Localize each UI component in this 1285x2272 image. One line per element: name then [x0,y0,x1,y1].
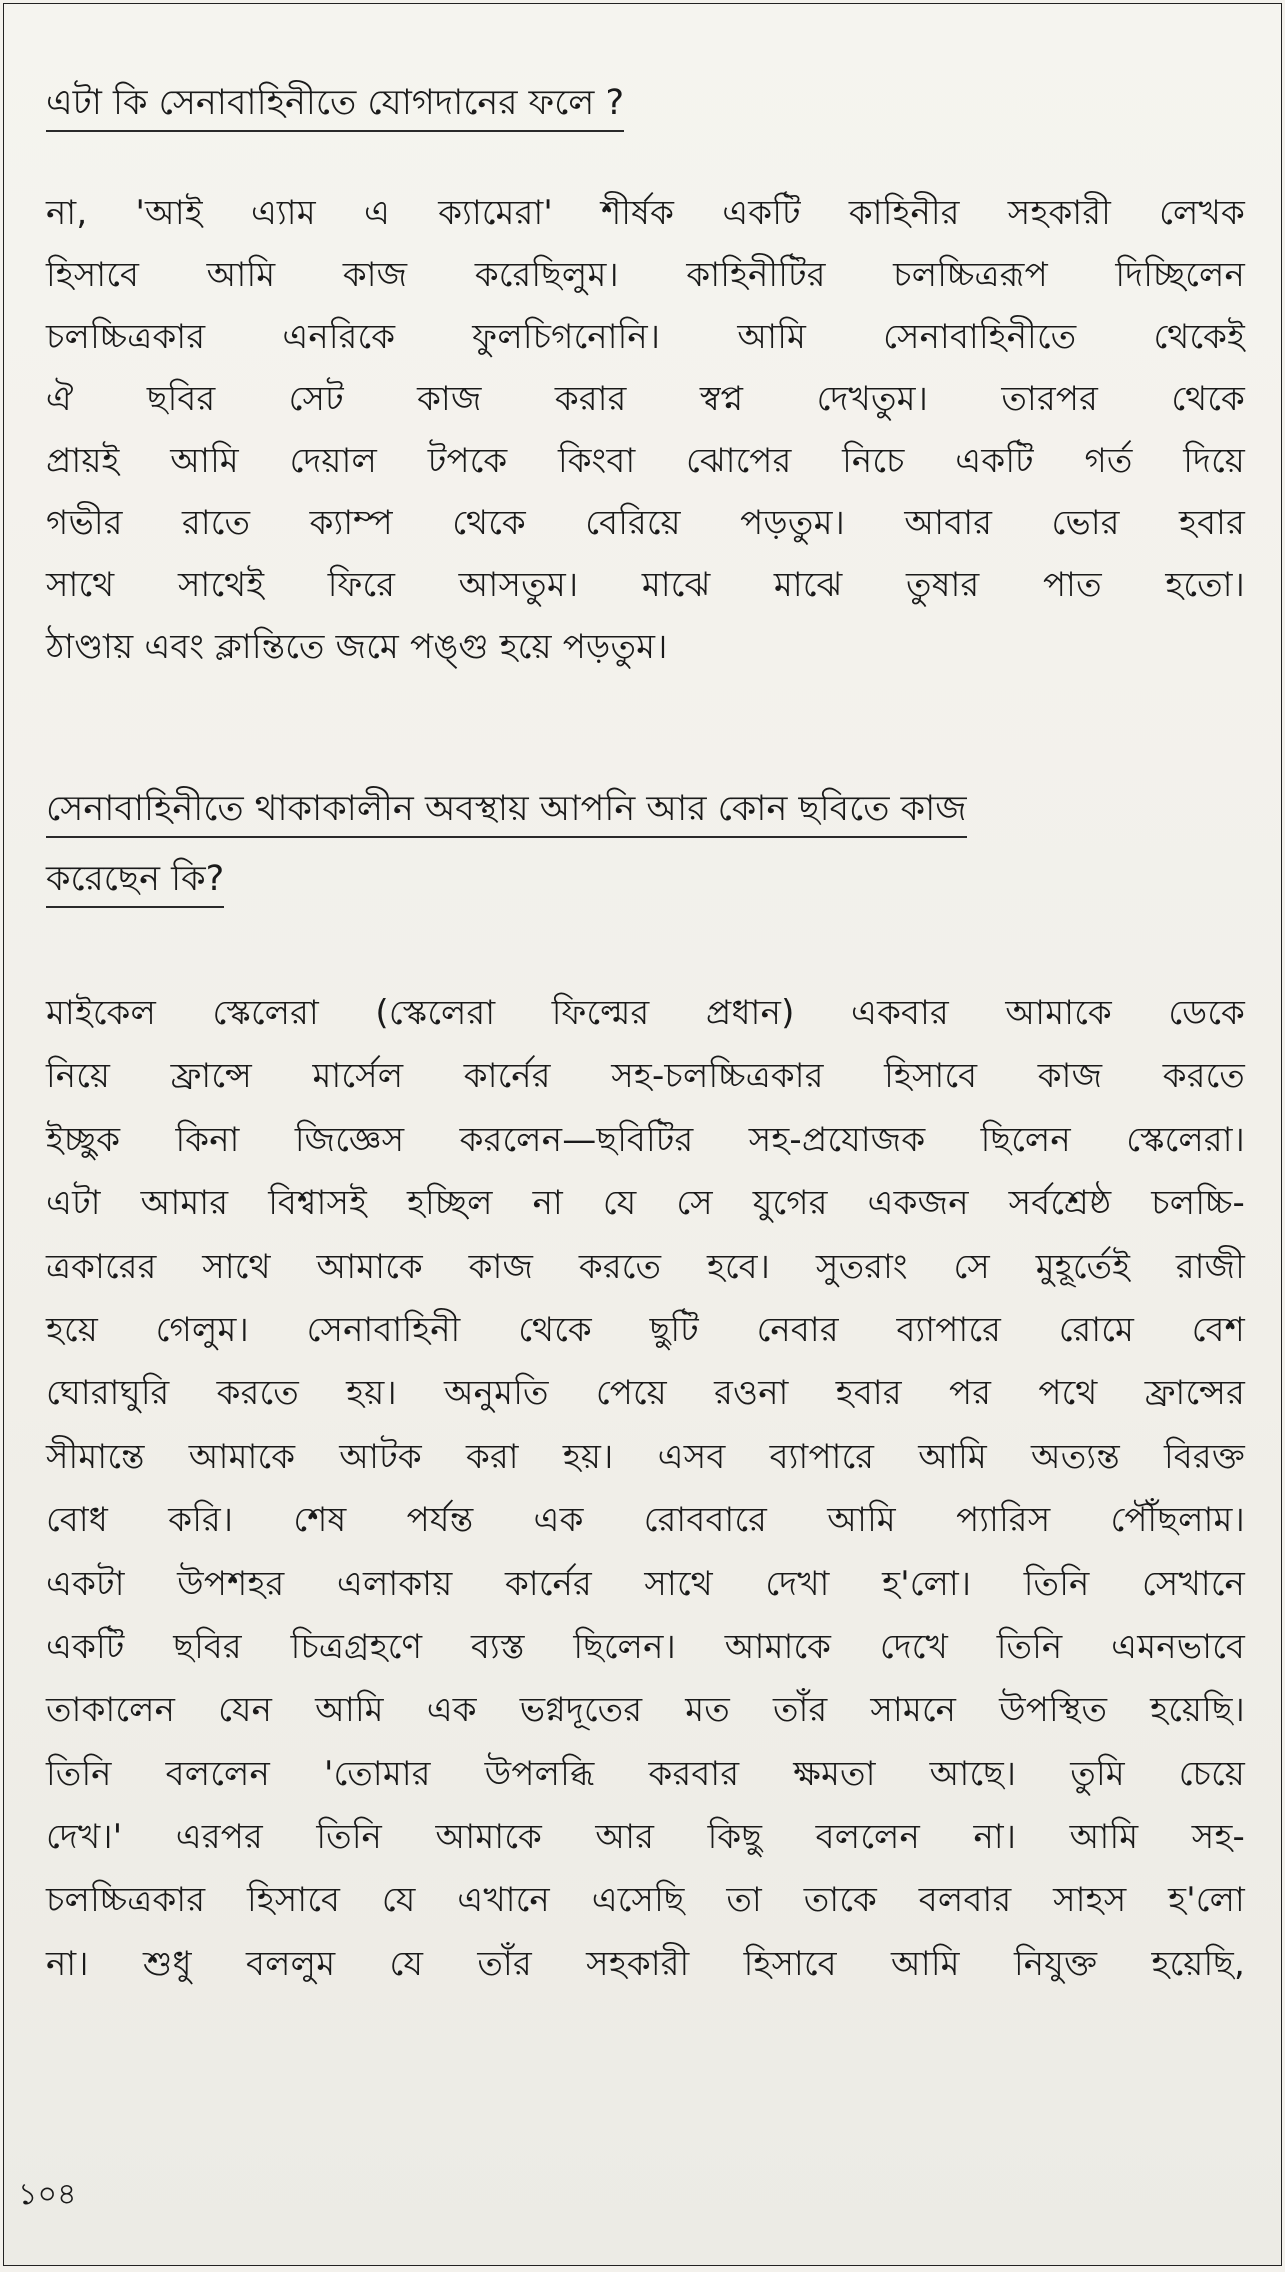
text-line: ত্রকারের সাথে আমাকে কাজ করতে হবে। সুতরাং সে মুহূর্তেই রাজী [46,1246,1245,1287]
text-line: একটা উপশহর এলাকায় কার্নের সাথে দেখা হ'লো। তিনি সেখানে [46,1563,1245,1604]
text-line: নিয়ে ফ্রান্সে মার্সেল কার্নের সহ-চলচ্চিত্রকার হিসাবে কাজ করতে [46,1056,1245,1097]
text-line: মাইকেল স্কেলেরা (স্কেলেরা ফিল্মের প্রধান) একবার আমাকে ডেকে [46,993,1245,1033]
text-line: এটা আমার বিশ্বাসই হচ্ছিল না যে সে যুগের একজন সর্বশ্রেষ্ঠ চলচ্চি- [46,1183,1245,1224]
question-1-text: এটা কি সেনাবাহিনীতে যোগদানের ফলে ? [46,82,624,132]
answer-paragraph-1 [46,182,1245,678]
text-line: ঐ ছবির সেট কাজ করার স্বপ্ন দেখতুম। তারপর থেকে [46,379,1245,419]
answer-paragraph-2 [46,982,1245,1996]
text-line: তাকালেন যেন আমি এক ভগ্নদূতের মত তাঁর সামনে উপস্থিত হয়েছি। [46,1690,1245,1731]
text-line: না। শুধু বললুম যে তাঁর সহকারী হিসাবে আমি নিযুক্ত হয়েছি, [46,1943,1245,1984]
text-line: সাথে সাথেই ফিরে আসতুম। মাঝে মাঝে তুষার পাত হতো। [46,565,1245,605]
text-line: একটি ছবির চিত্রগ্রহণে ব্যস্ত ছিলেন। আমাকে দেখে তিনি এমনভাবে [46,1626,1245,1667]
question-2-line-1: সেনাবাহিনীতে থাকাকালীন অবস্থায় আপনি আর কোন ছবিতে কাজ [46,788,967,838]
text-line: ঘোরাঘুরি করতে হয়। অনুমতি পেয়ে রওনা হবার পর পথে ফ্রান্সের [46,1373,1245,1414]
text-line: চলচ্চিত্রকার হিসাবে যে এখানে এসেছি তা তাকে বলবার সাহস হ'লো [46,1880,1245,1921]
page-number: ১০৪ [18,2177,77,2212]
text-line: দেখ।' এরপর তিনি আমাকে আর কিছু বললেন না। আমি সহ- [46,1817,1245,1858]
text-line: ঠাণ্ডায় এবং ক্লান্তিতে জমে পঙ্গু হয়ে পড়তুম। [46,627,668,667]
text-line: তিনি বললেন 'তোমার উপলব্ধি করবার ক্ষমতা আছে। তুমি চেয়ে [46,1753,1245,1794]
text-line: প্রায়ই আমি দেয়াল টপকে কিংবা ঝোপের নিচে একটি গর্ত দিয়ে [46,441,1245,481]
book-page [3,3,1282,2266]
text-line: গভীর রাতে ক্যাম্প থেকে বেরিয়ে পড়তুম। আবার ভোর হবার [46,503,1245,543]
text-line: চলচ্চিত্রকার এনরিকে ফুলচিগনোনি। আমি সেনাবাহিনীতে থেকেই [46,317,1245,357]
text-line: ইচ্ছুক কিনা জিজ্ঞেস করলেন—ছবিটির সহ-প্রযোজক ছিলেন স্কেলেরা। [46,1119,1245,1160]
text-line: সীমান্তে আমাকে আটক করা হয়। এসব ব্যাপারে আমি অত্যন্ত বিরক্ত [46,1436,1245,1477]
question-heading-2 [46,788,1245,908]
text-line: না, 'আই এ্যাম এ ক্যামেরা' শীর্ষক একটি কাহিনীর সহকারী লেখক [46,193,1245,233]
question-2-line-2: করেছেন কি? [46,858,224,908]
question-heading-1 [46,82,624,132]
text-line: হয়ে গেলুম। সেনাবাহিনী থেকে ছুটি নেবার ব্যাপারে রোমে বেশ [46,1309,1245,1350]
text-line: হিসাবে আমি কাজ করেছিলুম। কাহিনীটির চলচ্চিত্ররূপ দিচ্ছিলেন [46,255,1245,295]
text-line: বোধ করি। শেষ পর্যন্ত এক রোববারে আমি প্যারিস পৌঁছলাম। [46,1500,1245,1541]
